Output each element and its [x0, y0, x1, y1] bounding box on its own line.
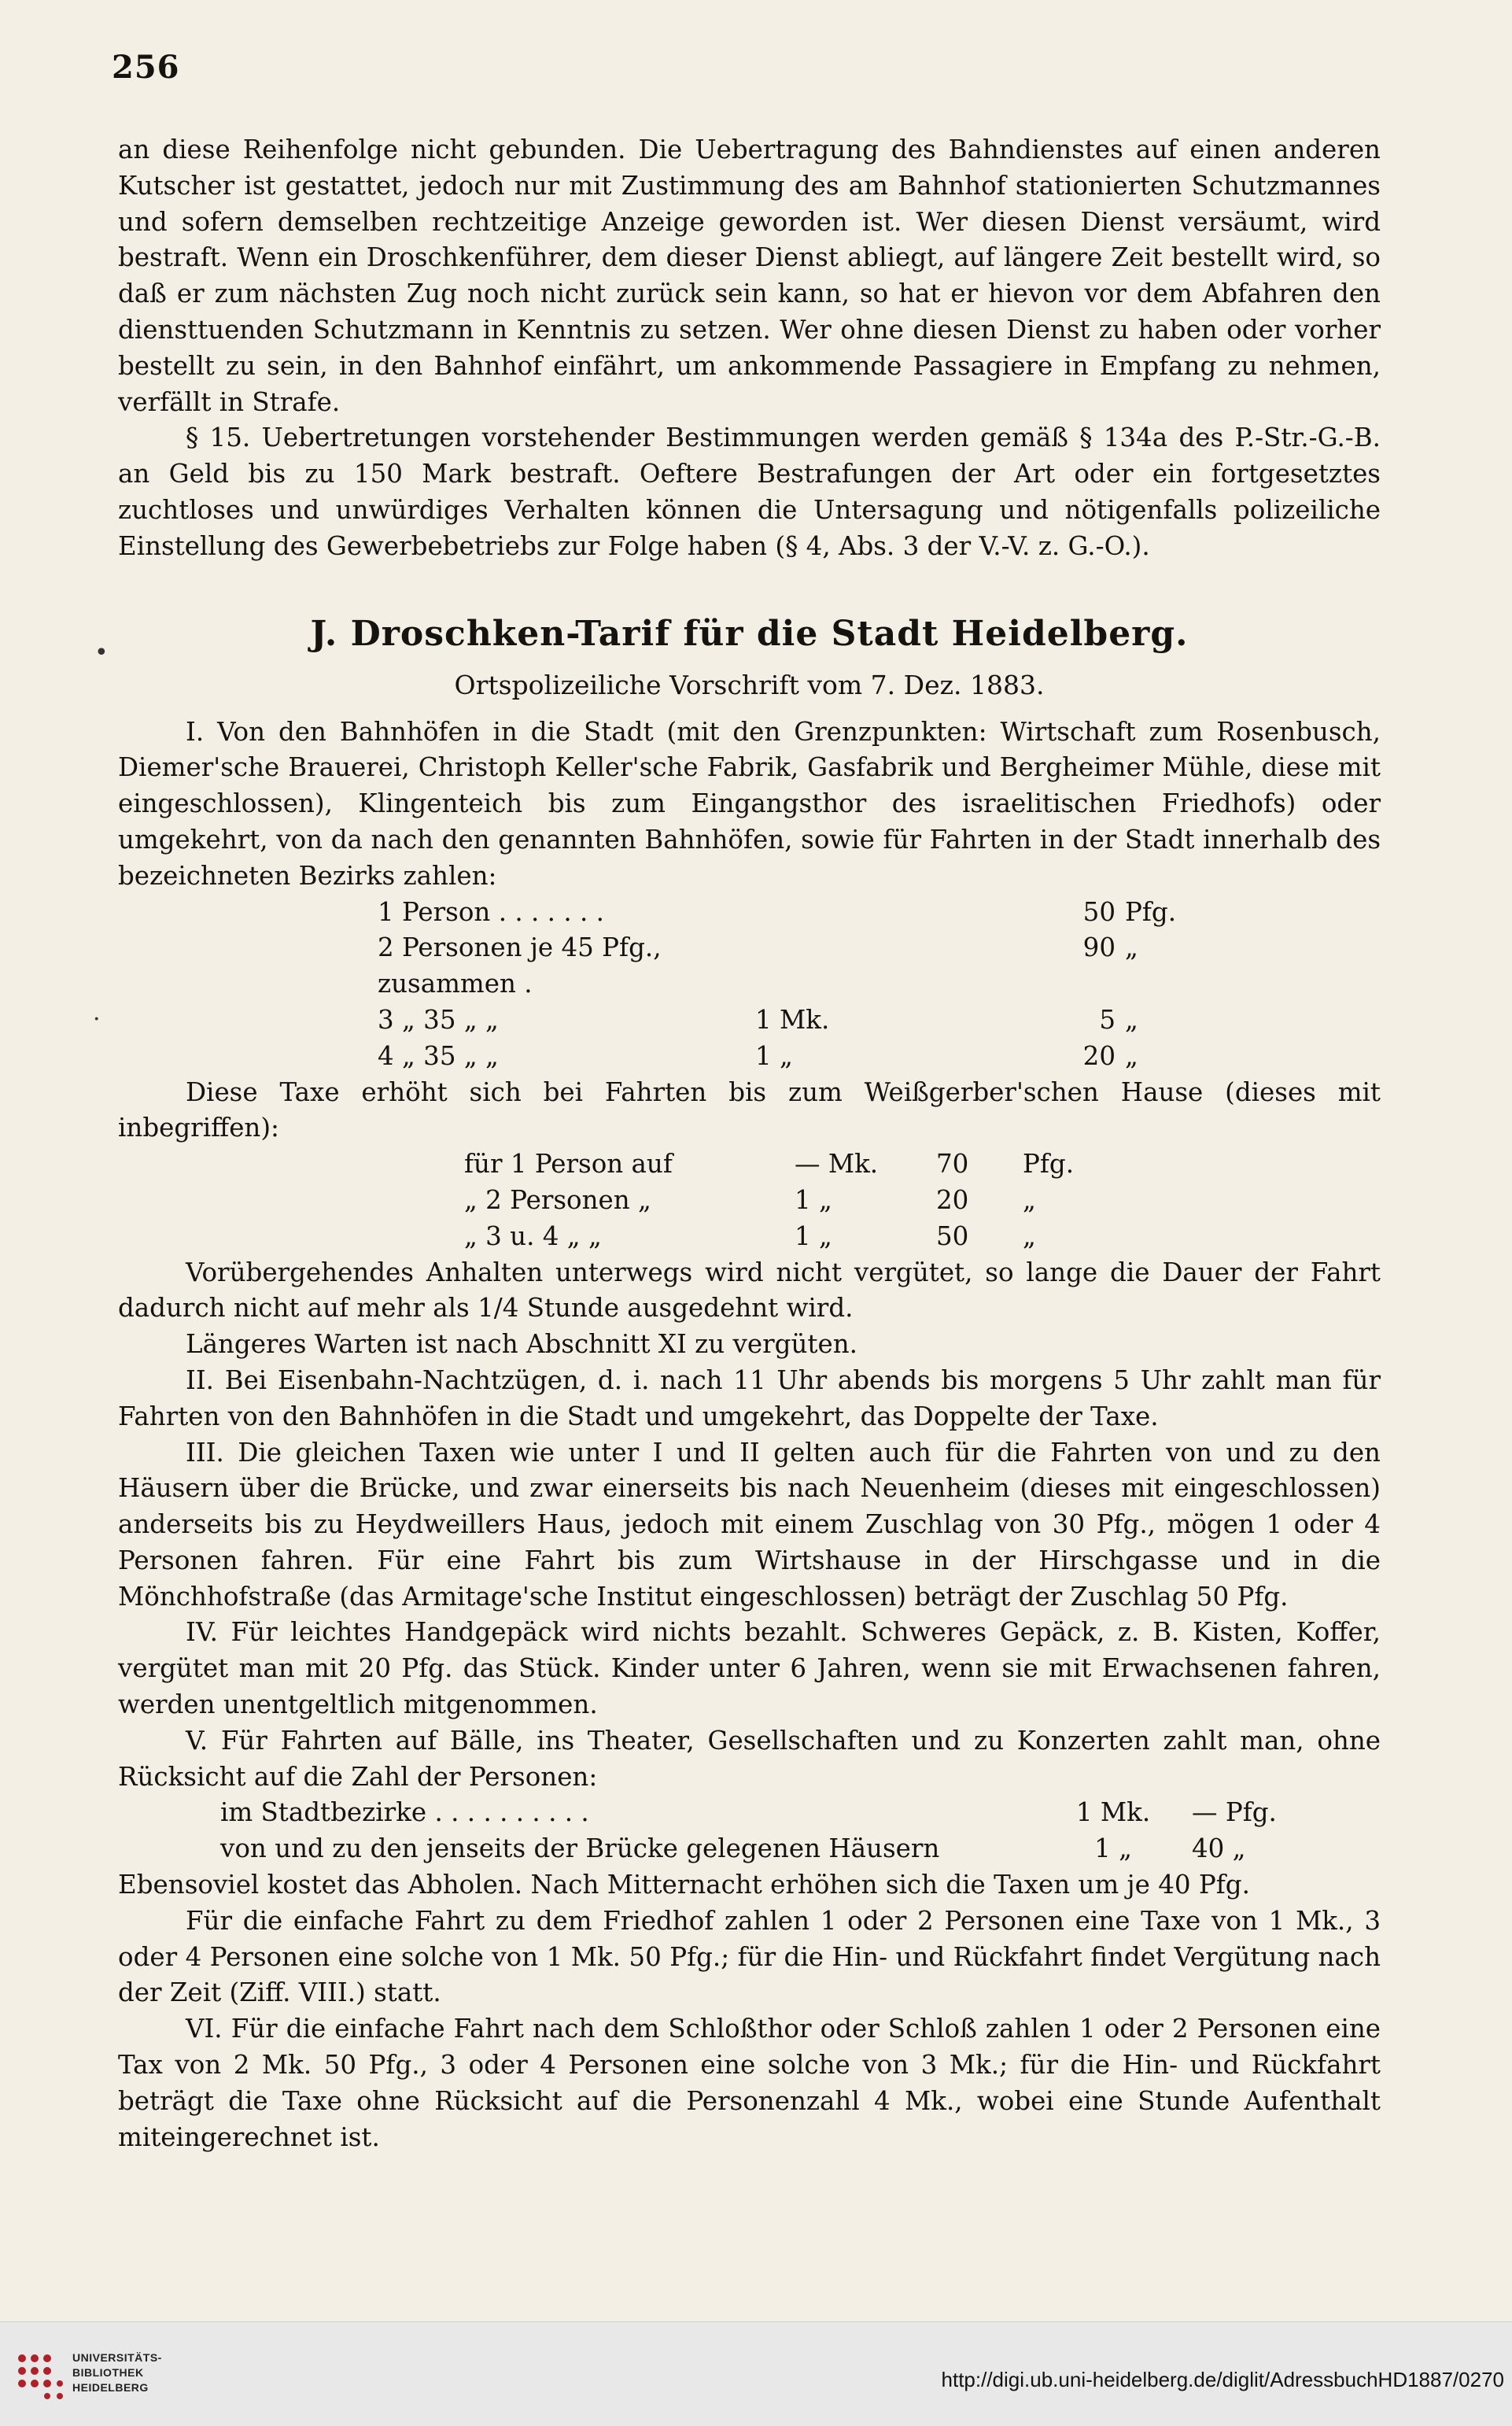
tariff-cell: Pfg. — [1125, 896, 1177, 927]
tariff-cell: — Pfg. — [1192, 1797, 1277, 1828]
paragraph: Ebensoviel kostet das Abholen. Nach Mitternacht erhöhen sich die Taxen um je 40 Pfg. — [118, 1870, 1250, 1900]
tariff-cell: „ — [1125, 1004, 1138, 1035]
tariff-cell: im Stadtbezirke . . . . . . . . . . — [220, 1797, 589, 1828]
tariff-row — [378, 930, 1381, 1003]
page-number: 256 — [112, 49, 180, 86]
paragraph: an diese Reihenfolge nicht gebunden. Die Uebertragung des Bahndienstes auf einen anderen Kutscher ist gestattet, jedoch nur mit Zustimmung des am Bahnhof stationierten Schutzmannes und sofern demselben rechtzeitige Anzeige geworden ist. Wer diesen Dienst versäumt, wird bestraft. Wenn ein Droschkenführer, dem dieser Dienst abliegt, auf längere Zeit bestellt wird, so daß er zum nächsten Zug noch nicht zurück sein kann, so hat er hievon vor dem Abfahren den diensttuenden Schutzmann in Kenntnis zu setzen. Wer ohne diesen Dienst zu haben oder vorher bestellt zu sein, in den Bahnhof einfährt, um ankommende Passagiere in Empfang zu nehmen, verfällt in Strafe. — [118, 135, 1381, 417]
tariff-row — [378, 1003, 1381, 1039]
section-subheading: Ortspolizeiliche Vorschrift vom 7. Dez. 1883. — [454, 669, 1045, 700]
paragraph-section-II: II. Bei Eisenbahn-Nachtzügen, d. i. nach 11 Uhr abends bis morgens 5 Uhr zahlt man für Fahrten von den Bahnhöfen in die Stadt und umgekehrt, das Doppelte der Taxe. — [118, 1364, 1381, 1431]
tariff-cell: 20 — [1082, 1040, 1116, 1071]
tariff-table-weissgerber — [118, 1147, 1381, 1254]
tariff-row — [464, 1183, 1381, 1219]
margin-mark: · — [93, 1006, 101, 1033]
tariff-cell: 40 „ — [1192, 1833, 1246, 1864]
tariff-cell: 50 — [936, 1220, 969, 1251]
tariff-cell: — Mk. — [795, 1149, 879, 1180]
paragraph-section-I: I. Von den Bahnhöfen in die Stadt (mit den Grenzpunkten: Wirtschaft zum Rosenbusch, Diemer'sche Brauerei, Christoph Keller'sche Fabrik, Gasfabrik und Bergheimer Mühle, diese mit eingeschlossen), Klingenteich bis zum Eingangsthor des israelitischen Friedhofs) oder umgekehrt, von da nach den genannten Bahnhöfen, sowie für Fahrten in der Stadt innerhalb des bezeichneten Bezirks zahlen: — [118, 716, 1381, 891]
paragraph-section-III: III. Die gleichen Taxen wie unter I und II gelten auch für die Fahrten von und zu den Häusern über die Brücke, und zwar einerseits bis nach Neuenheim (dieses mit eingeschlossen) anderseits bis zu Heydweillers Haus, jedoch mit einem Zuschlag von 30 Pfg., mögen 1 oder 4 Personen fahren. Für eine Fahrt bis zum Wirtshause in der Hirschgasse und in die Mönchhofstraße (das Armitage'sche Institut eingeschlossen) beträgt der Zuschlag 50 Pfg. — [118, 1437, 1381, 1612]
footer-bar — [0, 2321, 1512, 2426]
tariff-cell: 2 Personen je 45 Pfg., zusammen . — [378, 932, 662, 999]
paragraph: Längeres Warten ist nach Abschnitt XI zu vergüten. — [186, 1329, 857, 1360]
tariff-cell: „ 2 Personen „ — [464, 1184, 651, 1215]
tariff-cell: 20 — [936, 1184, 969, 1215]
page-body — [118, 132, 1381, 2155]
tariff-cell: 90 — [1082, 932, 1116, 963]
tariff-cell: „ — [1023, 1184, 1036, 1215]
tariff-cell: 50 — [1082, 896, 1116, 927]
tariff-row — [220, 1795, 1381, 1831]
tariff-row — [220, 1831, 1381, 1867]
tariff-cell: 1 Person . . . . . . . — [378, 896, 604, 927]
tariff-cell: 70 — [936, 1149, 969, 1180]
tariff-cell: 1 „ — [795, 1184, 832, 1215]
tariff-cell: „ 3 u. 4 „ „ — [464, 1220, 602, 1251]
paragraph-section-15: § 15. Uebertretungen vorstehender Bestimmungen werden gemäß § 134a des P.-Str.-G.-B. an Geld bis zu 150 Mark bestraft. Oeftere Bestrafungen der Art oder ein fortgesetztes zuchtloses und unwürdiges Verhalten können die Untersagung und nötigenfalls polizeiliche Einstellung des Gewerbebetriebs zur Folge haben (§ 4, Abs. 3 der V.-V. z. G.-O.). — [118, 423, 1381, 561]
paragraph-section-VI: VI. Für die einfache Fahrt nach dem Schloßthor oder Schloß zahlen 1 oder 2 Personen eine Tax von 2 Mk. 50 Pfg., 3 oder 4 Personen eine solche von 3 Mk.; für die Hin- und Rückfahrt beträgt die Taxe ohne Rücksicht auf die Personenzahl 4 Mk., wobei eine Stunde Aufenthalt miteingerechnet ist. — [118, 2014, 1381, 2152]
tariff-row — [464, 1147, 1381, 1183]
tariff-cell: 1 „ — [795, 1220, 832, 1251]
tariff-cell: „ — [1125, 1040, 1138, 1071]
tariff-cell: 4 „ 35 „ „ — [378, 1040, 499, 1071]
tariff-row — [464, 1219, 1381, 1255]
university-library-logo-icon — [14, 2350, 65, 2401]
paragraph: Vorübergehendes Anhalten unterwegs wird nicht vergütet, so lange die Dauer der Fahrt dadurch nicht auf mehr als 1/4 Stunde ausgedehnt wird. — [118, 1257, 1381, 1324]
tariff-row — [378, 895, 1381, 931]
tariff-cell — [755, 895, 1046, 931]
section-heading: J. Droschken-Tarif für die Stadt Heidelberg. — [310, 613, 1189, 654]
tariff-cell: 1 Mk. — [1075, 1797, 1151, 1828]
tariff-cell: 3 „ 35 „ „ — [378, 1004, 499, 1035]
library-name-line: HEIDELBERG — [72, 2381, 149, 2394]
paragraph: Diese Taxe erhöht sich bei Fahrten bis zum Weißgerber'schen Hause (dieses mit inbegriffen): — [118, 1076, 1381, 1143]
library-name-line: UNIVERSITÄTS- — [72, 2351, 162, 2364]
paragraph-section-IV: IV. Für leichtes Handgepäck wird nichts bezahlt. Schweres Gepäck, z. B. Kisten, Koffer, vergütet man mit 20 Pfg. das Stück. Kinder unter 6 Jahren, wenn sie mit Erwachsenen fahren, werden unentgeltlich mitgenommen. — [118, 1617, 1381, 1720]
source-url-link[interactable]: http://digi.ub.uni-heidelberg.de/diglit/AdressbuchHD1887/0270 — [941, 2368, 1504, 2391]
tariff-cell — [755, 930, 1046, 1003]
margin-mark: • — [94, 639, 109, 667]
tariff-row — [378, 1039, 1381, 1075]
library-name-line: BIBLIOTHEK — [72, 2366, 144, 2379]
tariff-cell: 1 „ — [755, 1040, 793, 1071]
library-name — [72, 2350, 162, 2395]
tariff-cell: für 1 Person auf — [464, 1149, 673, 1180]
tariff-table-persons — [118, 895, 1381, 1075]
paragraph-section-V: V. Für Fahrten auf Bälle, ins Theater, Gesellschaften und zu Konzerten zahlt man, ohne Rücksicht auf die Zahl der Personen: — [118, 1725, 1381, 1792]
tariff-cell: 1 „ — [1094, 1833, 1132, 1864]
tariff-cell: Pfg. — [1023, 1149, 1075, 1180]
tariff-cell: „ — [1023, 1220, 1036, 1251]
tariff-cell: „ — [1125, 932, 1138, 963]
tariff-cell: von und zu den jenseits der Brücke gelegenen Häusern — [220, 1833, 940, 1864]
tariff-table-events — [118, 1795, 1381, 1867]
paragraph: Für die einfache Fahrt zu dem Friedhof zahlen 1 oder 2 Personen eine Taxe von 1 Mk., 3 oder 4 Personen eine solche von 1 Mk. 50 Pfg.; für die Hin- und Rückfahrt findet Vergütung nach der Zeit (Ziff. VIII.) statt. — [118, 1905, 1381, 2008]
tariff-cell: 5 — [1099, 1004, 1116, 1035]
tariff-cell: 1 Mk. — [755, 1004, 830, 1035]
